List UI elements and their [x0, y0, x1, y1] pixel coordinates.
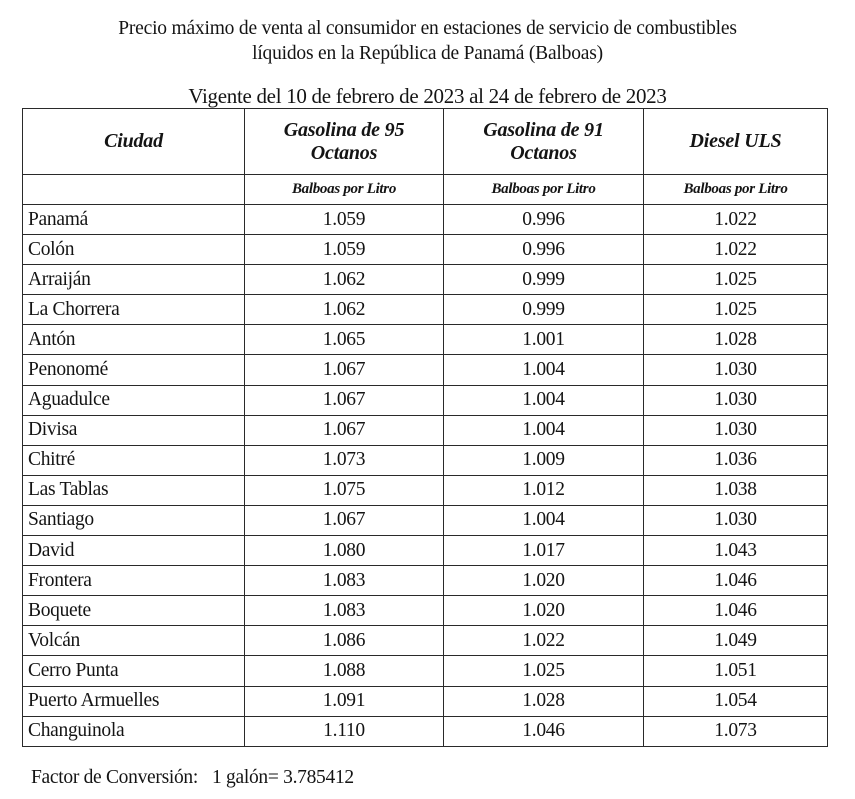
gasolina-95-price: 1.073 [245, 445, 444, 475]
units-ciudad [23, 175, 245, 205]
table-row [23, 566, 828, 596]
table-row [23, 355, 828, 385]
diesel-uls-price: 1.038 [644, 475, 828, 505]
header-diesel-uls: Diesel ULS [644, 109, 828, 175]
diesel-uls-price: 1.028 [644, 325, 828, 355]
gasolina-95-price: 1.086 [245, 626, 444, 656]
gasolina-91-price: 1.001 [444, 325, 644, 355]
city-cell: Antón [23, 325, 245, 355]
gasolina-91-price: 1.012 [444, 475, 644, 505]
gasolina-95-price: 1.083 [245, 596, 444, 626]
diesel-uls-price: 1.030 [644, 415, 828, 445]
diesel-uls-price: 1.046 [644, 596, 828, 626]
gasolina-91-price: 0.999 [444, 295, 644, 325]
diesel-uls-price: 1.036 [644, 445, 828, 475]
gasolina-95-price: 1.080 [245, 536, 444, 566]
table-row [23, 235, 828, 265]
validity-period: Vigente del 10 de febrero de 2023 al 24 de febrero de 2023 [188, 84, 667, 108]
city-cell: Panamá [23, 205, 245, 235]
table-row [23, 505, 828, 535]
gasolina-91-price: 1.020 [444, 566, 644, 596]
diesel-uls-price: 1.030 [644, 505, 828, 535]
units-gasolina-95: Balboas por Litro [245, 175, 444, 205]
conversion-factor [31, 767, 354, 789]
diesel-uls-price: 1.046 [644, 566, 828, 596]
diesel-uls-price: 1.043 [644, 536, 828, 566]
gasolina-91-price: 1.025 [444, 656, 644, 686]
city-cell: La Chorrera [23, 295, 245, 325]
units-diesel-uls: Balboas por Litro [644, 175, 828, 205]
diesel-uls-price: 1.022 [644, 235, 828, 265]
diesel-uls-price: 1.030 [644, 385, 828, 415]
header-gasolina-91 [444, 109, 644, 175]
gasolina-91-price: 1.046 [444, 716, 644, 746]
header-gasolina-91-line-2: Octanos [510, 141, 577, 164]
header-gasolina-95-line-1: Gasolina de 95 [283, 118, 405, 141]
gasolina-95-price: 1.088 [245, 656, 444, 686]
gasolina-91-price: 1.004 [444, 385, 644, 415]
gasolina-91-price: 1.004 [444, 415, 644, 445]
table-row [23, 265, 828, 295]
city-cell: Aguadulce [23, 385, 245, 415]
gasolina-91-price: 1.004 [444, 355, 644, 385]
gasolina-95-price: 1.067 [245, 505, 444, 535]
gasolina-95-price: 1.067 [245, 415, 444, 445]
table-row [23, 295, 828, 325]
city-cell: Changuinola [23, 716, 245, 746]
diesel-uls-price: 1.049 [644, 626, 828, 656]
document-title-line-2: líquidos en la República de Panamá (Balboas) [252, 43, 603, 64]
table-row [23, 656, 828, 686]
header-gasolina-95-line-2: Octanos [310, 141, 378, 164]
table-row [23, 596, 828, 626]
city-cell: Volcán [23, 626, 245, 656]
city-cell: Cerro Punta [23, 656, 245, 686]
conversion-factor-value: 1 galón= 3.785412 [212, 767, 354, 788]
diesel-uls-price: 1.025 [644, 265, 828, 295]
gasolina-91-price: 1.009 [444, 445, 644, 475]
city-cell: David [23, 536, 245, 566]
table-row [23, 325, 828, 355]
conversion-factor-label: Factor de Conversión: [31, 767, 199, 788]
gasolina-91-price: 1.028 [444, 686, 644, 716]
fuel-price-table [22, 108, 828, 747]
city-cell: Divisa [23, 415, 245, 445]
city-cell: Boquete [23, 596, 245, 626]
gasolina-91-price: 1.020 [444, 596, 644, 626]
table-row [23, 626, 828, 656]
table-row [23, 415, 828, 445]
table-row [23, 716, 828, 746]
gasolina-95-price: 1.062 [245, 295, 444, 325]
header-gasolina-95 [245, 109, 444, 175]
gasolina-95-price: 1.065 [245, 325, 444, 355]
document-title-line-1: Precio máximo de venta al consumidor en estaciones de servicio de combustibles [118, 18, 737, 39]
table-row [23, 475, 828, 505]
gasolina-91-price: 0.996 [444, 205, 644, 235]
diesel-uls-price: 1.073 [644, 716, 828, 746]
table-row [23, 385, 828, 415]
gasolina-95-price: 1.062 [245, 265, 444, 295]
diesel-uls-price: 1.022 [644, 205, 828, 235]
gasolina-91-price: 0.999 [444, 265, 644, 295]
gasolina-91-price: 0.996 [444, 235, 644, 265]
table-header-row [23, 109, 828, 175]
diesel-uls-price: 1.030 [644, 355, 828, 385]
city-cell: Frontera [23, 566, 245, 596]
diesel-uls-price: 1.051 [644, 656, 828, 686]
gasolina-95-price: 1.091 [245, 686, 444, 716]
table-row [23, 205, 828, 235]
city-cell: Puerto Armuelles [23, 686, 245, 716]
table-row [23, 536, 828, 566]
diesel-uls-price: 1.025 [644, 295, 828, 325]
table-row [23, 445, 828, 475]
city-cell: Las Tablas [23, 475, 245, 505]
gasolina-95-price: 1.067 [245, 355, 444, 385]
header-ciudad: Ciudad [23, 109, 245, 175]
gasolina-91-price: 1.004 [444, 505, 644, 535]
gasolina-95-price: 1.075 [245, 475, 444, 505]
diesel-uls-price: 1.054 [644, 686, 828, 716]
city-cell: Chitré [23, 445, 245, 475]
gasolina-91-price: 1.017 [444, 536, 644, 566]
gasolina-91-price: 1.022 [444, 626, 644, 656]
gasolina-95-price: 1.083 [245, 566, 444, 596]
city-cell: Santiago [23, 505, 245, 535]
gasolina-95-price: 1.110 [245, 716, 444, 746]
city-cell: Arraiján [23, 265, 245, 295]
table-units-row [23, 175, 828, 205]
city-cell: Penonomé [23, 355, 245, 385]
gasolina-95-price: 1.059 [245, 235, 444, 265]
units-gasolina-91: Balboas por Litro [444, 175, 644, 205]
gasolina-95-price: 1.067 [245, 385, 444, 415]
header-gasolina-91-line-1: Gasolina de 91 [483, 118, 604, 141]
table-row [23, 686, 828, 716]
gasolina-95-price: 1.059 [245, 205, 444, 235]
city-cell: Colón [23, 235, 245, 265]
